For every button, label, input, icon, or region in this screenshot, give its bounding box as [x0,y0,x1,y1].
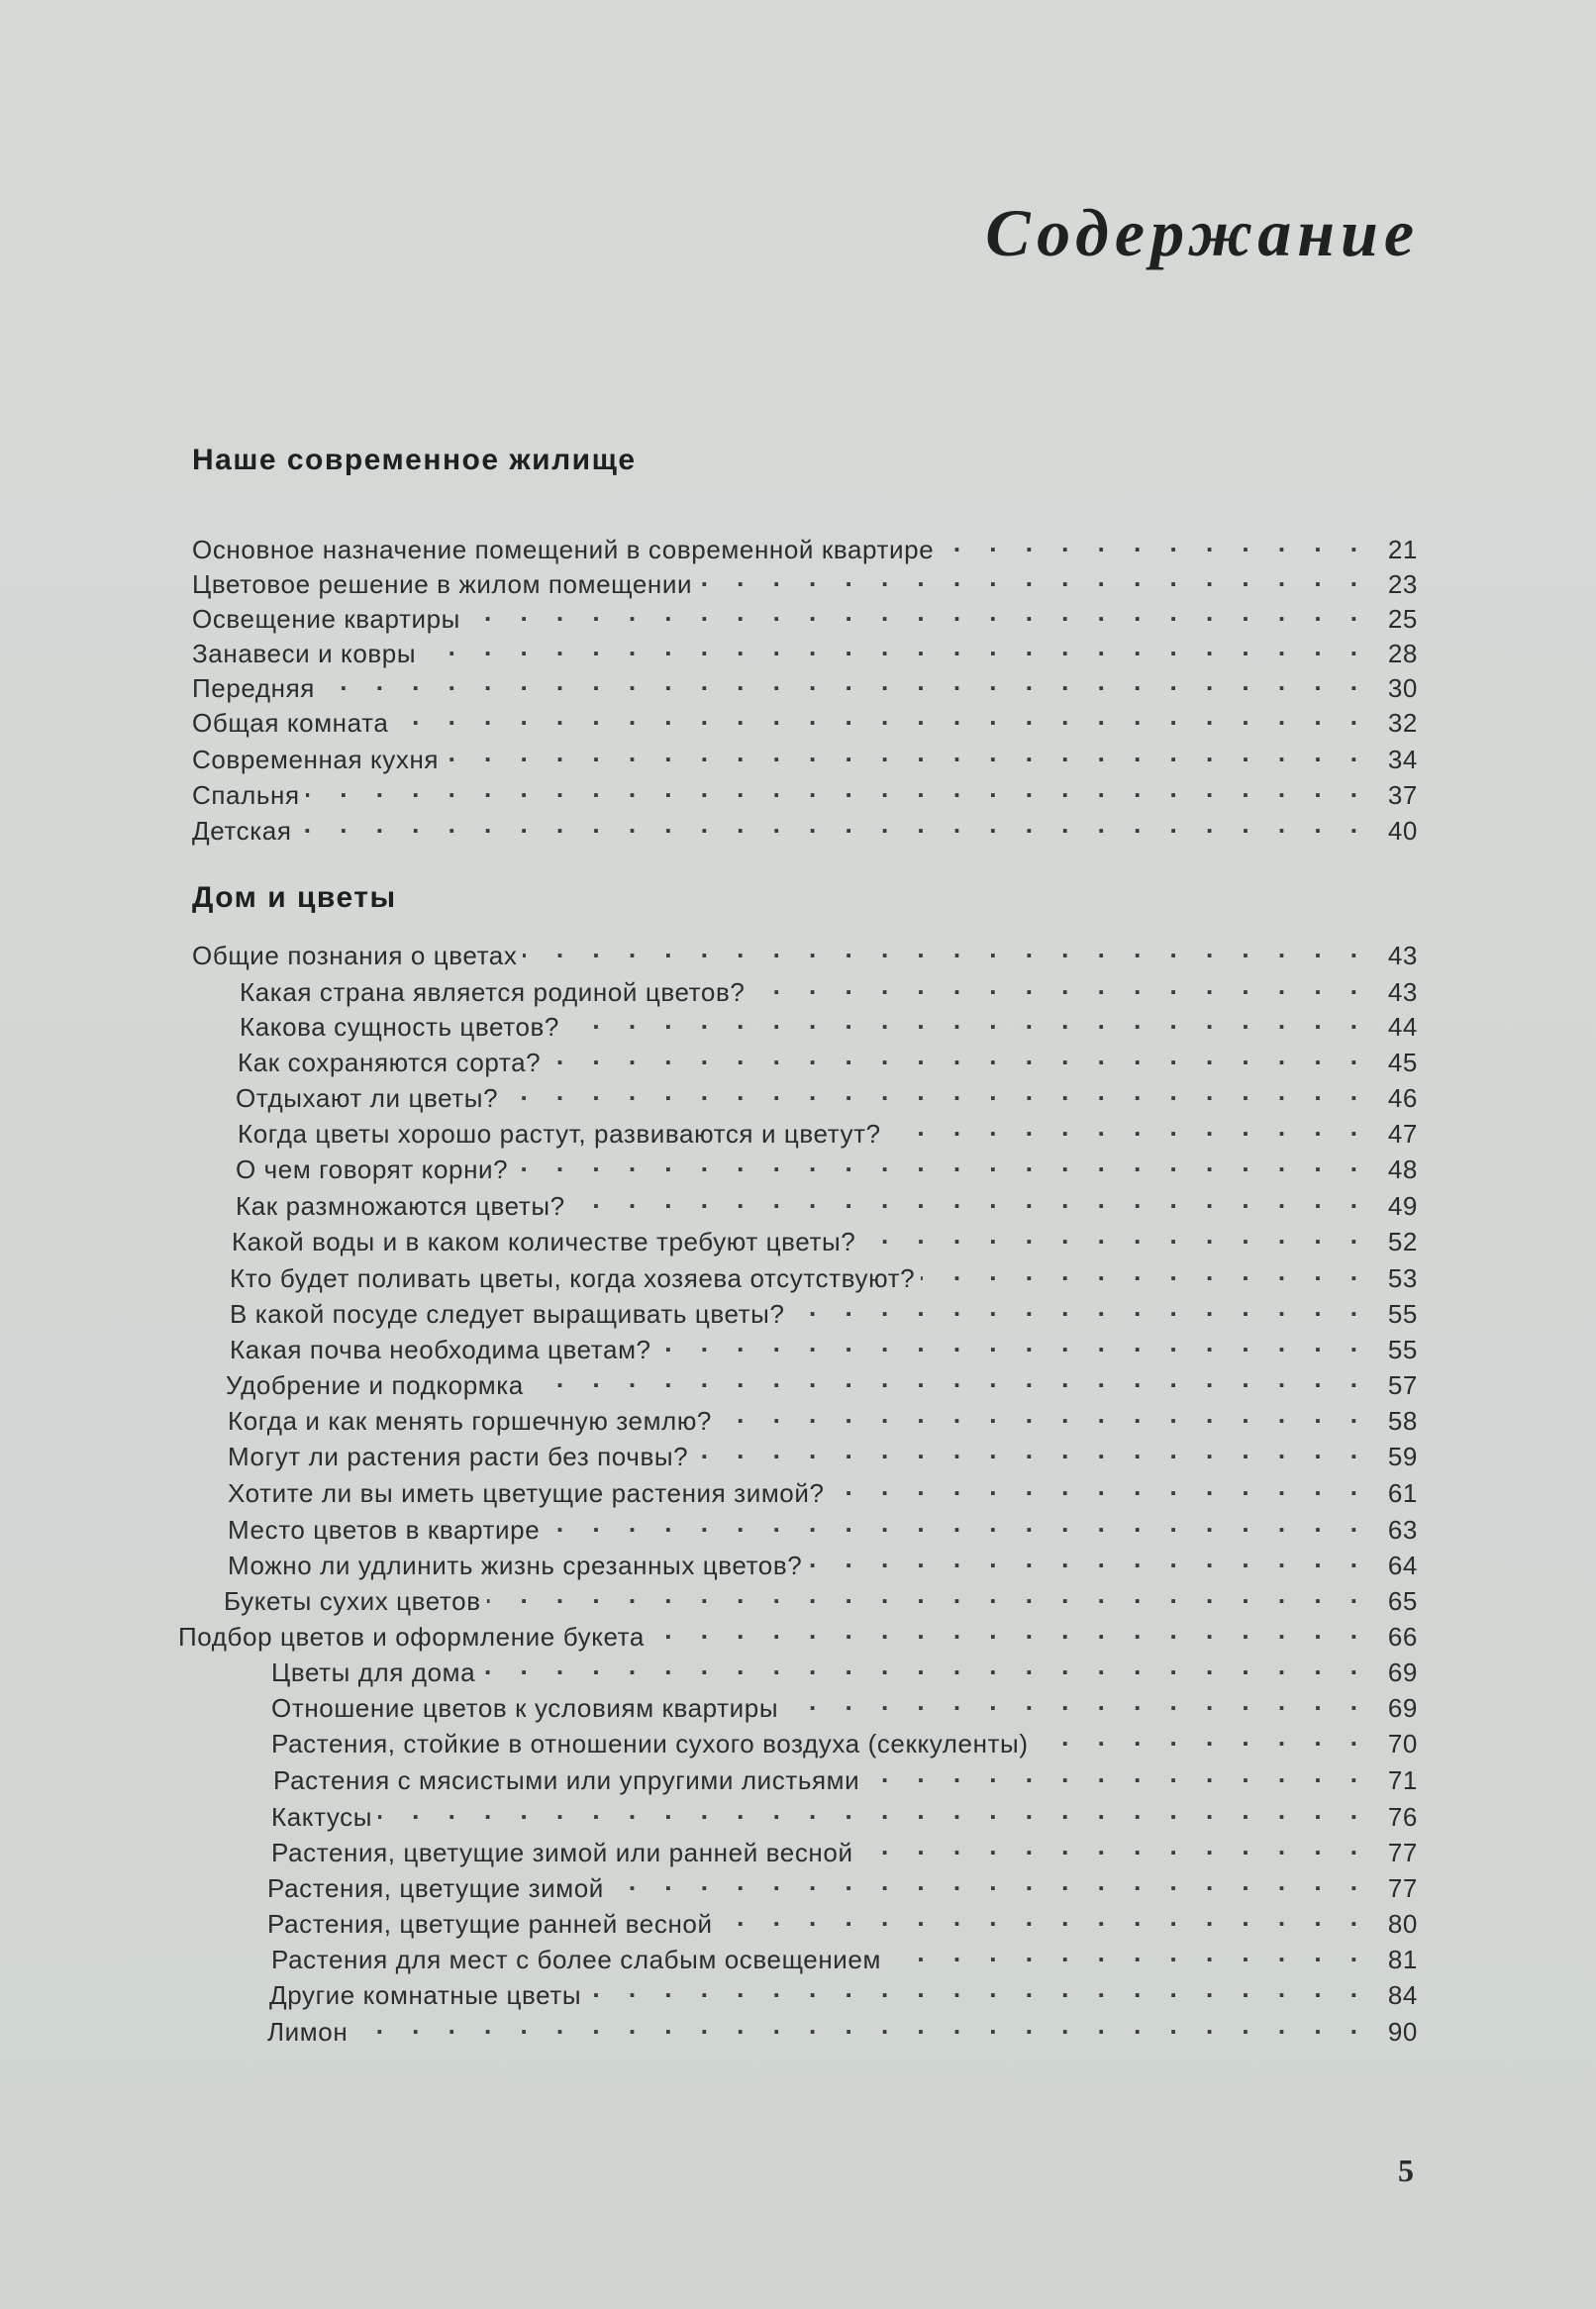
toc-entry-page: 37 [1387,780,1418,810]
toc-entry [192,673,1418,707]
toc-entry [226,1370,1418,1404]
toc-entry-label: Современная кухня [192,745,440,774]
toc-entry-page: 32 [1387,708,1418,738]
dot-leader [719,1909,1368,1933]
toc-entry-label: Занавеси и ковры [192,639,417,668]
toc-entry-page: 43 [1387,941,1418,970]
toc-entry [271,1657,1418,1691]
toc-entry-label: Какая страна является родиной цветов? [240,977,746,1007]
dot-leader [610,1873,1368,1897]
toc-entry-page: 53 [1387,1263,1418,1293]
dot-leader [306,780,1368,804]
section-heading: Наше современное жилище [192,444,637,476]
toc-entry-label: О чем говорят корни? [236,1154,509,1184]
dot-leader [887,1945,1368,1968]
toc-entry-page: 47 [1387,1119,1418,1149]
toc-entry [178,1622,1418,1656]
dot-leader [547,1048,1368,1071]
toc-entry-label: Детская [192,816,292,846]
toc-entry-page: 77 [1387,1873,1418,1903]
toc-entry-label: Как размножаются цветы? [236,1191,565,1221]
toc-entry-page: 55 [1387,1299,1418,1329]
toc-entry [271,1945,1418,1978]
toc-entry-label: Какая почва необходима цветам? [230,1335,651,1364]
toc-entry [192,941,1418,974]
dot-leader [650,1622,1368,1646]
toc-entry-page: 57 [1387,1370,1418,1400]
toc-entry-label: Основное назначение помещений в современной квартире [192,535,935,564]
toc-entry [273,1765,1418,1799]
toc-entry [236,1083,1418,1117]
toc-entry-page: 69 [1387,1657,1418,1687]
toc-entry-label: Удобрение и подкормка [226,1370,524,1400]
toc-entry-page: 58 [1387,1406,1418,1436]
toc-entry [238,1048,1418,1081]
toc-entry-page: 28 [1387,639,1418,668]
toc-entry [267,1909,1418,1943]
toc-entry-page: 66 [1387,1622,1418,1652]
toc-entry-page: 44 [1387,1012,1418,1042]
toc-entry-page: 52 [1387,1227,1418,1256]
toc-entry [271,1693,1418,1727]
dot-leader [353,2017,1368,2041]
dot-leader [422,639,1368,662]
toc-entry-page: 63 [1387,1515,1418,1545]
toc-entry-page: 43 [1387,977,1418,1007]
toc-entry [228,1442,1418,1475]
toc-entry-label: Лимон [267,2017,349,2047]
toc-entry-label: Когда цветы хорошо растут, развиваются и цветут? [238,1119,881,1149]
toc-entry-label: Хотите ли вы иметь цветущие растения зимой? [228,1478,825,1508]
dot-leader [750,977,1368,1001]
toc-entry [192,569,1418,603]
toc-entry-page: 90 [1387,2017,1418,2047]
toc-entry-label: Подбор цветов и оформление букета [178,1622,645,1652]
toc-entry [224,1586,1418,1620]
toc-entry-label: Общие познания о цветах [192,941,518,970]
toc-entry [240,977,1418,1011]
dot-leader [784,1693,1368,1717]
toc-entry-page: 40 [1387,816,1418,846]
toc-entry [192,745,1418,778]
dot-leader [587,1980,1368,2004]
dot-leader [887,1119,1368,1143]
toc-entry [267,2017,1418,2051]
toc-entry-label: Растения, стойкие в отношении сухого воздуха (секкуленты) [271,1729,1029,1758]
dot-leader [378,1802,1368,1826]
dot-leader [530,1370,1368,1394]
toc-entry-label: Кто будет поливать цветы, когда хозяева отсутствуют? [230,1263,916,1293]
toc-entry-label: Цветовое решение в жилом помещении [192,569,693,599]
toc-entry [238,1119,1418,1153]
toc-entry [269,1980,1418,2014]
toc-entry-label: Растения, цветущие зимой или ранней весной [271,1838,853,1867]
toc-entry-page: 65 [1387,1586,1418,1616]
toc-entry-page: 84 [1387,1980,1418,2010]
dot-leader [523,941,1368,964]
toc-entry-page: 46 [1387,1083,1418,1113]
dot-leader [565,1012,1368,1036]
toc-entry-page: 59 [1387,1442,1418,1471]
dot-leader [504,1083,1368,1107]
toc-entry [192,816,1418,850]
toc-entry [228,1406,1418,1440]
toc-entry [192,708,1418,742]
dot-leader [921,1263,1368,1287]
toc-entry-page: 45 [1387,1048,1418,1077]
toc-entry [271,1729,1418,1762]
dot-leader [865,1765,1368,1789]
toc-entry-page: 80 [1387,1909,1418,1939]
page-number: 5 [1398,2153,1414,2188]
toc-entry-page: 49 [1387,1191,1418,1221]
toc-entry-page: 64 [1387,1551,1418,1580]
dot-leader [940,535,1368,558]
page-title: Содержание [985,195,1420,270]
toc-entry [228,1515,1418,1549]
dot-leader [698,569,1368,593]
toc-entry-label: Букеты сухих цветов [224,1586,481,1616]
dot-leader [514,1154,1368,1178]
toc-entry-label: Какой воды и в каком количестве требуют цветы? [232,1227,856,1256]
dot-leader [487,1586,1368,1610]
dot-leader [1035,1729,1368,1753]
toc-entry [267,1873,1418,1907]
dot-leader [657,1335,1368,1358]
toc-entry-label: Могут ли растения расти без почвы? [228,1442,689,1471]
toc-entry-label: Цветы для дома [271,1657,476,1687]
toc-entry-page: 23 [1387,569,1418,599]
dot-leader [831,1478,1368,1502]
toc-entry-page: 69 [1387,1693,1418,1723]
toc-entry-label: Спальня [192,780,300,810]
toc-entry [236,1191,1418,1225]
toc-entry-label: Растения с мясистыми или упругими листьями [273,1765,860,1795]
toc-entry-label: Как сохраняются сорта? [238,1048,542,1077]
toc-entry [192,535,1418,568]
toc-entry-label: В какой посуде следует выращивать цветы? [230,1299,785,1329]
toc-entry-page: 21 [1387,535,1418,564]
toc-entry [232,1227,1418,1260]
dot-leader [808,1551,1368,1574]
dot-leader [481,1657,1368,1681]
toc-entry-page: 81 [1387,1945,1418,1974]
toc-entry [236,1154,1418,1188]
toc-entry-label: Отдыхают ли цветы? [236,1083,499,1113]
toc-entry-label: Передняя [192,673,315,703]
toc-entry [230,1299,1418,1333]
toc-entry-label: Растения, цветущие зимой [267,1873,604,1903]
toc-entry-label: Какова сущность цветов? [240,1012,559,1042]
dot-leader [298,816,1368,840]
toc-entry-page: 77 [1387,1838,1418,1867]
toc-entry-label: Общая комната [192,708,389,738]
toc-entry [192,780,1418,814]
toc-entry-page: 71 [1387,1765,1418,1795]
dot-leader [861,1227,1368,1251]
toc-entry [240,1012,1418,1046]
dot-leader [466,604,1368,628]
section-heading: Дом и цветы [192,881,397,914]
toc-entry-label: Другие комнатные цветы [269,1980,582,2010]
toc-entry [230,1263,1418,1297]
toc-entry-label: Кактусы [271,1802,373,1832]
toc-entry [230,1335,1418,1368]
toc-entry-page: 48 [1387,1154,1418,1184]
toc-entry [228,1551,1418,1584]
toc-entry [192,639,1418,672]
toc-entry-label: Растения для мест с более слабым освещением [271,1945,881,1974]
dot-leader [791,1299,1368,1323]
toc-entry [228,1478,1418,1512]
toc-entry-label: Место цветов в квартире [228,1515,541,1545]
toc-entry-page: 30 [1387,673,1418,703]
toc-entry [271,1838,1418,1871]
toc-entry-page: 76 [1387,1802,1418,1832]
dot-leader [394,708,1368,732]
toc-entry-page: 70 [1387,1729,1418,1758]
toc-entry [271,1802,1418,1836]
toc-entry [192,604,1418,638]
dot-leader [571,1191,1368,1215]
dot-leader [546,1515,1368,1539]
toc-entry-page: 34 [1387,745,1418,774]
toc-entry-page: 55 [1387,1335,1418,1364]
dot-leader [859,1838,1368,1861]
toc-entry-label: Растения, цветущие ранней весной [267,1909,713,1939]
toc-entry-page: 61 [1387,1478,1418,1508]
toc-entry-label: Отношение цветов к условиям квартиры [271,1693,779,1723]
toc-entry-page: 25 [1387,604,1418,634]
dot-leader [445,745,1368,768]
toc-entry-label: Освещение квартиры [192,604,460,634]
toc-entry-label: Когда и как менять горшечную землю? [228,1406,712,1436]
dot-leader [694,1442,1368,1465]
dot-leader [321,673,1368,697]
dot-leader [718,1406,1368,1430]
toc-entry-label: Можно ли удлинить жизнь срезанных цветов? [228,1551,803,1580]
